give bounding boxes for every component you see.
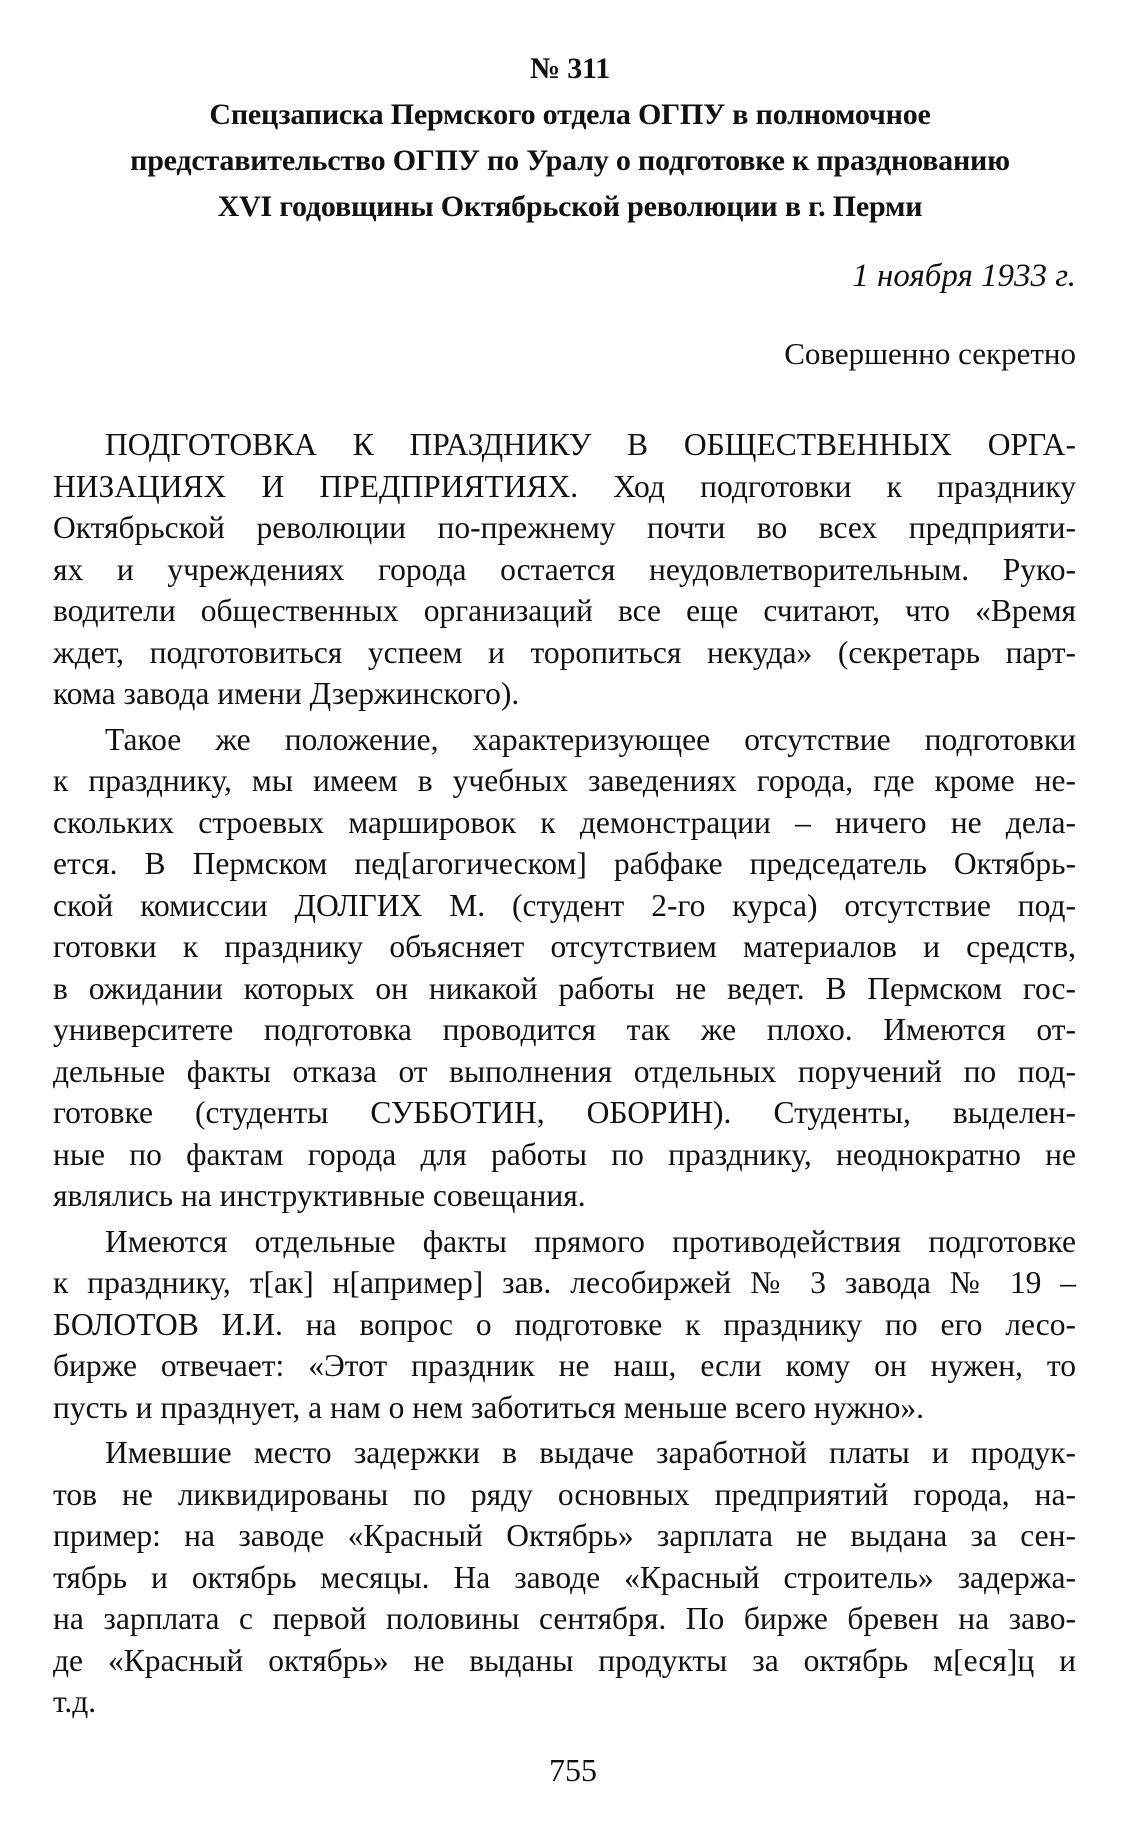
body-line: тябрь и октябрь месяцы. На заводе «Красный строитель» задержа- [53, 1559, 1076, 1595]
body-line: Имеются отдельные факты прямого противодействия подготовке [105, 1223, 1076, 1259]
document-number: № 311 [530, 52, 610, 85]
body-line: к празднику, т[ак] н[апример] зав. лесобиржей № 3 завода № 19 – [53, 1265, 1076, 1300]
body-line: водители общественных организаций все еще считают, что «Время [53, 593, 1076, 628]
body-line: Такое же положение, характеризующее отсутствие подготовки [105, 721, 1076, 757]
classification-mark: Совершенно секретно [784, 336, 1076, 371]
body-paragraph [53, 1432, 1076, 1723]
body-line: ской комиссии ДОЛГИХ М. (студент 2-го курса) отсутствие под- [53, 887, 1076, 923]
page-number: 755 [549, 1752, 597, 1788]
document-date: 1 ноября 1933 г. [852, 258, 1076, 294]
body-line: дельные факты отказа от выполнения отдельных поручений по под- [53, 1053, 1076, 1089]
document-title-line: представительство ОГПУ по Уралу о подготовке к празднованию [130, 144, 1010, 177]
body-line: де «Красный октябрь» не выданы продукты за октябрь м[еся]ц и [53, 1642, 1076, 1678]
body-line: Октябрьской революции по-прежнему почти во всех предприяти- [53, 510, 1076, 545]
body-line: скольких строевых маршировок к демонстрации – ничего не дела- [53, 804, 1076, 840]
body-line: ях и учреждениях города остается неудовлетворительным. Руко- [53, 551, 1076, 587]
document-heading [60, 46, 1080, 230]
body-line: на зарплата с первой половины сентября. По бирже бревен на заво- [53, 1601, 1076, 1636]
body-line: в ожидании которых он никакой работы не ведет. В Пермском гос- [53, 970, 1076, 1006]
body-line: тов не ликвидированы по ряду основных предприятий города, на- [53, 1476, 1076, 1512]
body-line: кома завода имени Дзержинского). [53, 676, 520, 711]
body-line: готовки к празднику объясняет отсутствием материалов и средств, [53, 929, 1076, 964]
body-paragraph [53, 424, 1076, 715]
body-line: ные по фактам города для работы по празднику, неоднократно не [53, 1136, 1076, 1172]
body-line: ПОДГОТОВКА К ПРАЗДНИКУ В ОБЩЕСТВЕННЫХ ОРГА- [105, 427, 1076, 462]
document-body [53, 424, 1076, 1727]
document-title-line: Спецзаписка Пермского отдела ОГПУ в полномочное [209, 98, 931, 131]
body-line: ется. В Пермском пед[агогическом] рабфаке председатель Октябрь- [53, 846, 1076, 881]
body-line: готовке (студенты СУББОТИН, ОБОРИН). Студенты, выделен- [53, 1095, 1076, 1130]
body-line: пример: на заводе «Красный Октябрь» зарплата не выдана за сен- [53, 1518, 1076, 1553]
body-paragraph [53, 1221, 1076, 1429]
document-title-line: XVI годовщины Октябрьской революции в г. Перми [217, 190, 923, 223]
body-line: являлись на инструктивные совещания. [53, 1178, 586, 1213]
body-line: ждет, подготовиться успеем и торопиться некуда» (секретарь парт- [53, 634, 1076, 670]
body-line: Имевшие место задержки в выдаче заработной платы и продук- [105, 1435, 1076, 1470]
body-line: университете подготовка проводится так же плохо. Имеются от- [53, 1012, 1076, 1047]
body-line: к празднику, мы имеем в учебных заведениях города, где кроме не- [53, 763, 1076, 798]
body-line: бирже отвечает: «Этот праздник не наш, если кому он нужен, то [53, 1348, 1076, 1383]
body-paragraph [53, 719, 1076, 1217]
body-line: пусть и празднует, а нам о нем заботиться меньше всего нужно». [53, 1389, 925, 1425]
body-line: БОЛОТОВ И.И. на вопрос о подготовке к празднику по его лесо- [53, 1306, 1076, 1342]
body-line: НИЗАЦИЯХ И ПРЕДПРИЯТИЯХ. Ход подготовки к празднику [53, 468, 1076, 504]
body-line: т.д. [53, 1684, 97, 1719]
